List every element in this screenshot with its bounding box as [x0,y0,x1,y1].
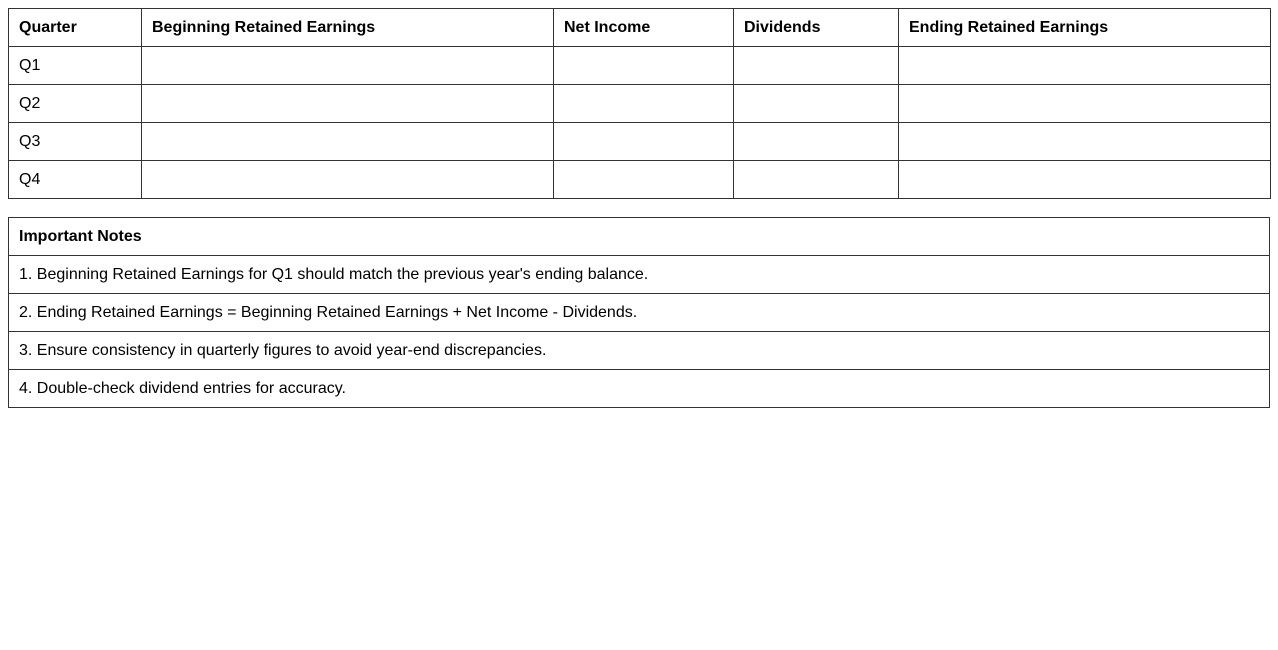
note-item: 1. Beginning Retained Earnings for Q1 should match the previous year's ending balance. [9,256,1270,294]
cell-dividends[interactable] [734,47,899,85]
retained-earnings-table [8,8,1271,199]
table-row [9,161,1271,199]
important-notes-table [8,217,1270,408]
note-row [9,370,1270,408]
cell-quarter: Q3 [9,123,142,161]
table-row [9,85,1271,123]
notes-title: Important Notes [9,218,1270,256]
cell-beginning-retained-earnings[interactable] [142,85,554,123]
note-row [9,294,1270,332]
cell-quarter: Q2 [9,85,142,123]
page-content [8,8,1270,408]
table-row [9,123,1271,161]
cell-beginning-retained-earnings[interactable] [142,47,554,85]
cell-ending-retained-earnings[interactable] [899,47,1271,85]
cell-quarter: Q4 [9,161,142,199]
table-row [9,47,1271,85]
note-row [9,256,1270,294]
cell-net-income[interactable] [554,161,734,199]
column-header-quarter: Quarter [9,9,142,47]
note-item: 2. Ending Retained Earnings = Beginning Retained Earnings + Net Income - Dividends. [9,294,1270,332]
note-row [9,332,1270,370]
column-header-ending-retained-earnings: Ending Retained Earnings [899,9,1271,47]
cell-net-income[interactable] [554,85,734,123]
column-header-beginning-retained-earnings: Beginning Retained Earnings [142,9,554,47]
cell-net-income[interactable] [554,123,734,161]
cell-ending-retained-earnings[interactable] [899,123,1271,161]
cell-ending-retained-earnings[interactable] [899,161,1271,199]
cell-dividends[interactable] [734,85,899,123]
cell-dividends[interactable] [734,123,899,161]
table-header-row [9,9,1271,47]
cell-ending-retained-earnings[interactable] [899,85,1271,123]
column-header-dividends: Dividends [734,9,899,47]
cell-dividends[interactable] [734,161,899,199]
cell-quarter: Q1 [9,47,142,85]
cell-beginning-retained-earnings[interactable] [142,161,554,199]
note-item: 4. Double-check dividend entries for accuracy. [9,370,1270,408]
cell-net-income[interactable] [554,47,734,85]
cell-beginning-retained-earnings[interactable] [142,123,554,161]
column-header-net-income: Net Income [554,9,734,47]
notes-header-row [9,218,1270,256]
note-item: 3. Ensure consistency in quarterly figures to avoid year-end discrepancies. [9,332,1270,370]
